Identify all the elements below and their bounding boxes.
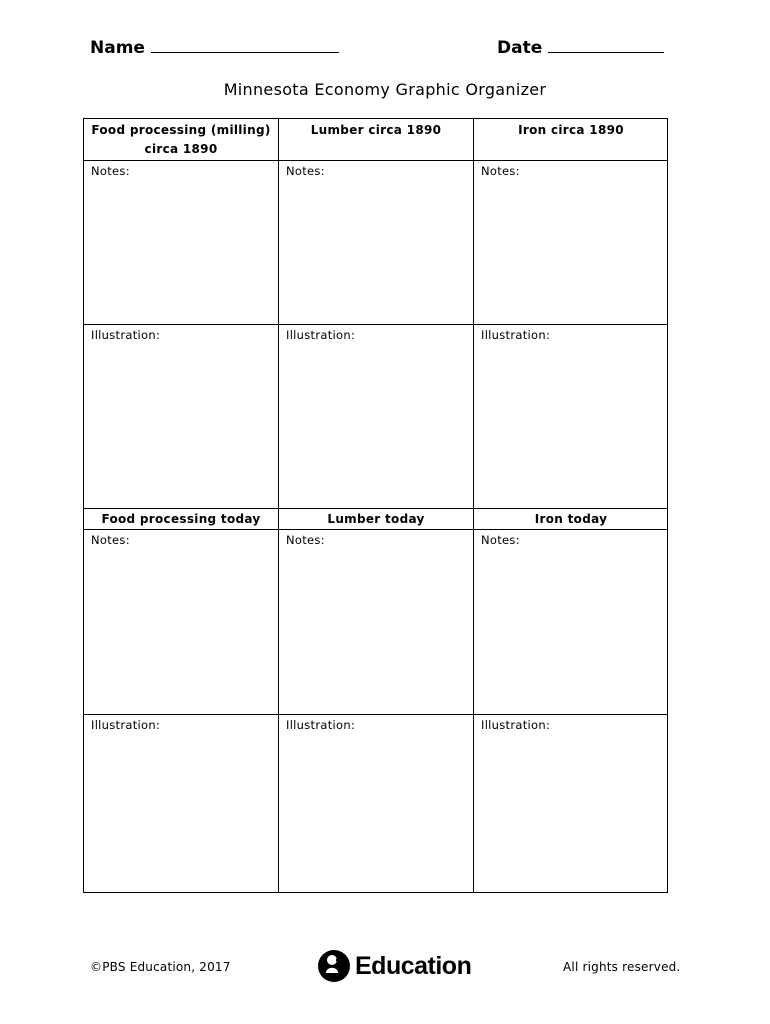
notes-label: Notes: <box>286 164 325 178</box>
illustration-cell[interactable] <box>279 325 474 509</box>
notes-cell[interactable] <box>279 161 474 325</box>
page-title: Minnesota Economy Graphic Organizer <box>223 80 547 99</box>
illustration-label: Illustration: <box>286 328 356 342</box>
illustration-cell[interactable] <box>474 325 668 509</box>
illustration-label: Illustration: <box>91 328 161 342</box>
rights-text: All rights reserved. <box>563 960 681 974</box>
pbs-education-logo <box>317 948 471 984</box>
notes-cell[interactable] <box>474 530 668 715</box>
illustration-label: Illustration: <box>481 718 551 732</box>
name-label: Name <box>90 38 145 58</box>
notes-cell[interactable] <box>474 161 668 325</box>
header-lumber-today: Lumber today <box>279 509 474 530</box>
notes-label: Notes: <box>481 164 520 178</box>
header-iron-1890: Iron circa 1890 <box>474 119 668 161</box>
notes-cell[interactable] <box>84 530 279 715</box>
logo-text: Education <box>355 951 472 980</box>
illustration-cell[interactable] <box>84 715 279 892</box>
header-iron-today: Iron today <box>474 509 668 530</box>
notes-label: Notes: <box>91 164 130 178</box>
illustration-cell[interactable] <box>474 715 668 892</box>
illustration-cell[interactable] <box>84 325 279 509</box>
date-field <box>497 38 664 58</box>
header-lumber-1890: Lumber circa 1890 <box>279 119 474 161</box>
name-field <box>90 38 339 58</box>
date-blank[interactable] <box>548 38 664 53</box>
notes-label: Notes: <box>91 533 130 547</box>
copyright-text: ©PBS Education, 2017 <box>90 960 231 974</box>
notes-label: Notes: <box>481 533 520 547</box>
illustration-label: Illustration: <box>286 718 356 732</box>
illustration-label: Illustration: <box>91 718 161 732</box>
date-label: Date <box>497 38 543 58</box>
illustration-label: Illustration: <box>481 328 551 342</box>
illustration-cell[interactable] <box>279 715 474 892</box>
name-blank[interactable] <box>151 38 339 53</box>
organizer-grid <box>83 118 668 893</box>
header-food-today: Food processing today <box>84 509 279 530</box>
notes-cell[interactable] <box>279 530 474 715</box>
notes-label: Notes: <box>286 533 325 547</box>
pbs-head-icon <box>317 949 351 983</box>
header-food-1890: Food processing (milling) circa 1890 <box>84 119 279 161</box>
notes-cell[interactable] <box>84 161 279 325</box>
